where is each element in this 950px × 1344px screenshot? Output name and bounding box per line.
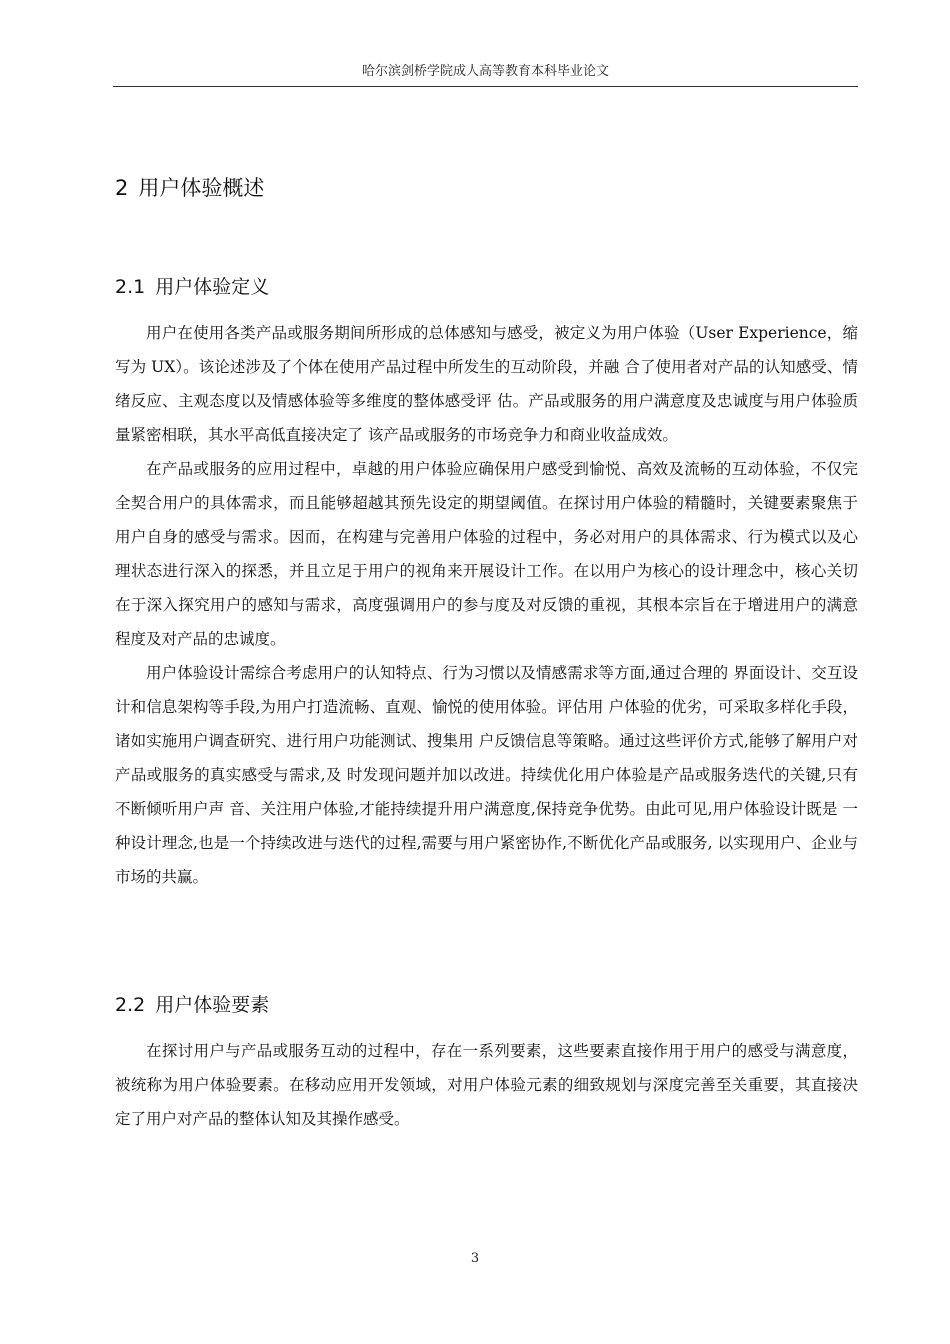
section-2-2-body: [115, 1034, 858, 1136]
section-title-text: 用户体验定义: [155, 276, 270, 298]
section-number: 2.1: [115, 276, 146, 298]
chapter-title: [115, 173, 264, 203]
paragraph: 用户体验设计需综合考虑用户的认知特点、行为习惯以及情感需求等方面,通过合理的 界面设计、交互设计和信息架构等手段,为用户打造流畅、直观、愉悦的使用体验。评估用 户体验的优劣，可采取多样化手段，诸如实施用户调查研究、进行用户功能测试、搜集用 户反馈信息等策略。通过这些评价方式,能够了解用户对产品或服务的真实感受与需求,及 时发现问题并加以改进。持续优化用户体验是产品或服务迭代的关键,只有不断倾听用户声 音、关注用户体验,才能持续提升用户满意度,保持竞争优势。由此可见,用户体验设计既是 一种设计理念,也是一个持续改进与迭代的过程,需要与用户紧密协作,不断优化产品或服务, 以实现用户、企业与市场的共赢。: [115, 664, 858, 886]
chapter-number: 2: [115, 176, 129, 200]
header-rule: [113, 86, 858, 87]
section-title-text: 用户体验要素: [155, 994, 270, 1016]
section-title-2-1: [115, 273, 269, 301]
section-2-1-body: [115, 316, 858, 894]
paragraph: 在产品或服务的应用过程中，卓越的用户体验应确保用户感受到愉悦、高效及流畅的互动体验，不仅完全契合用户的具体需求，而且能够超越其预先设定的期望阈值。在探讨用户体验的精髓时，关键要素聚焦于用户自身的感受与需求。因而，在构建与完善用户体验的过程中，务必对用户的具体需求、行为模式以及心理状态进行深入的探悉，并且立足于用户的视角来开展设计工作。在以用户为核心的设计理念中，核心关切在于深入探究用户的感知与需求，高度强调用户的参与度及对反馈的重视，其根本宗旨在于增进用户的满意程度及对产品的忠诚度。: [115, 460, 858, 648]
paragraph: 在探讨用户与产品或服务互动的过程中，存在一系列要素，这些要素直接作用于用户的感受与满意度，被统称为用户体验要素。在移动应用开发领域，对用户体验元素的细致规划与深度完善至关重要，其直接决定了用户对产品的整体认知及其操作感受。: [115, 1042, 858, 1128]
section-number: 2.2: [115, 994, 146, 1016]
page-number: 3: [470, 1251, 480, 1266]
chapter-title-text: 用户体验概述: [138, 176, 265, 200]
section-title-2-2: [115, 991, 269, 1019]
running-header: 哈尔滨剑桥学院成人高等教育本科毕业论文: [361, 64, 609, 79]
paragraph: 用户在使用各类产品或服务期间所形成的总体感知与感受，被定义为用户体验（User Experience，缩写为 UX）。该论述涉及了个体在使用产品过程中所发生的互动阶段，并融 合了使用者对产品的认知感受、情绪反应、主观态度以及情感体验等多维度的整体感受评 估。产品或服务的用户满意度及忠诚度与用户体验质量紧密相联，其水平高低直接决定了 该产品或服务的市场竞争力和商业收益成效。: [115, 324, 858, 444]
